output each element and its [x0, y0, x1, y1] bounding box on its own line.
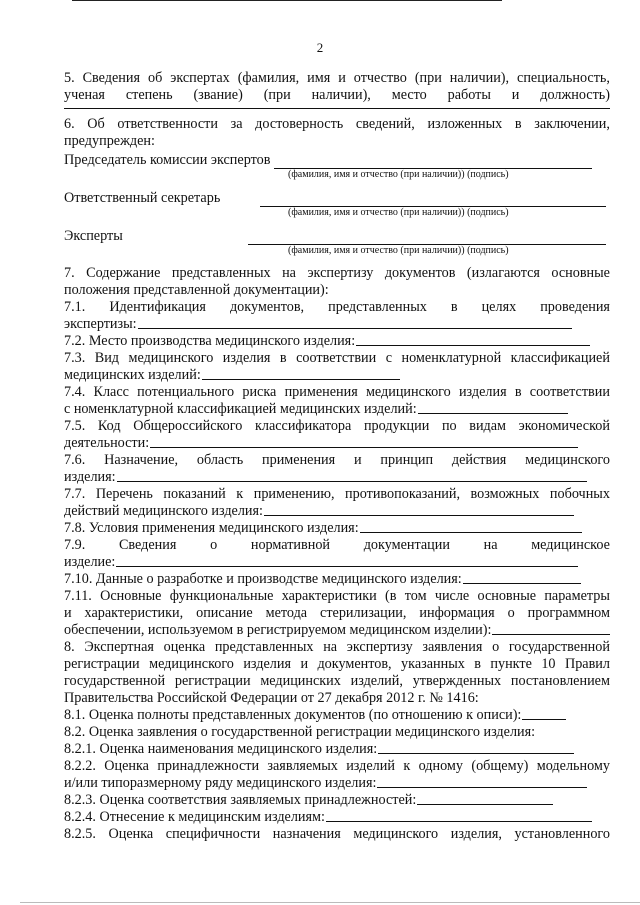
word: 7.9. — [64, 537, 86, 553]
word: программном — [527, 605, 610, 621]
item-8-2-1-blank[interactable] — [378, 741, 574, 754]
word: 8. — [64, 639, 75, 655]
word: государственной — [64, 673, 166, 689]
section6-line1 — [64, 116, 610, 133]
item-7-3-label: медицинских изделий: — [64, 367, 201, 383]
word: классификатора — [254, 418, 352, 434]
word: представленных — [328, 299, 427, 315]
word: побочных — [549, 486, 610, 502]
item-7-7-line2 — [64, 503, 610, 520]
item-7-1-blank[interactable] — [138, 316, 572, 329]
word: регистрации — [174, 673, 251, 689]
chairman-label: Председатель комиссии экспертов — [64, 152, 271, 168]
section6-line2: предупрежден: — [64, 133, 155, 149]
word: номенклатурной — [401, 350, 502, 366]
item-7-2-blank[interactable] — [356, 333, 590, 346]
word: должность) — [540, 87, 610, 103]
word: в — [514, 384, 522, 400]
word: 7. — [64, 265, 75, 281]
word: отчество — [353, 70, 407, 86]
word: степень — [125, 87, 173, 103]
word: и — [511, 87, 520, 103]
word: ученая — [64, 87, 105, 103]
word: за — [230, 116, 243, 132]
item-7-4-line2 — [64, 401, 610, 418]
item-7-9-blank[interactable] — [116, 554, 578, 567]
item-8-1-label: 8.1. Оценка полноты представленных документов (по отношению к описи): — [64, 707, 522, 723]
page-number: 2 — [316, 40, 324, 55]
item-7-11-label: обеспечении, используемом в регистрируемом медицинском изделии): — [64, 622, 492, 638]
word: медицинского — [149, 656, 234, 672]
word: изделий — [346, 758, 395, 774]
word: установленного — [514, 826, 610, 842]
word: представленных — [171, 265, 271, 281]
item-8-2-2-line2 — [64, 775, 610, 792]
secretary-label: Ответственный секретарь — [64, 190, 221, 206]
word: нормативной — [250, 537, 331, 553]
item-8-2-3-blank[interactable] — [417, 792, 553, 805]
word: применения — [284, 384, 358, 400]
word: медицинского — [128, 350, 214, 366]
word: Оценка — [108, 826, 154, 842]
word: 7.1. — [64, 299, 86, 315]
word: (при — [263, 87, 291, 103]
word: изделий, — [350, 673, 403, 689]
word: об — [147, 70, 163, 86]
word: Класс — [93, 384, 129, 400]
section7-intro-line2: положения представленной документации): — [64, 282, 329, 298]
word: изделия, — [450, 826, 502, 842]
document-body — [64, 70, 610, 843]
word: Сведения — [118, 537, 177, 553]
item-7-3-line2 — [64, 367, 610, 384]
item-7-5-blank[interactable] — [150, 435, 578, 448]
item-7-3-line1 — [64, 350, 610, 367]
chairman-row — [64, 150, 610, 169]
word: целях — [481, 299, 517, 315]
word: 7.6. — [64, 452, 86, 468]
item-8-1-blank[interactable] — [522, 707, 566, 720]
word: заявляемых — [267, 758, 338, 774]
word: Содержание — [86, 265, 161, 281]
word: 7.11. — [64, 588, 92, 604]
item-7-1-line1 — [64, 299, 610, 316]
item-7-7-blank[interactable] — [264, 503, 574, 516]
item-7-4-line1 — [64, 384, 610, 401]
word: экспертизу — [307, 265, 374, 281]
word: изделия — [243, 656, 291, 672]
section5-fill-line — [64, 108, 610, 109]
word: в — [279, 350, 287, 366]
item-8-2-1 — [64, 741, 610, 758]
word: 7.5. — [64, 418, 86, 434]
section8-line4: Правительства Российской Федерации от 27 декабря 2012 г. № 1416: — [64, 690, 479, 706]
item-7-5-label: деятельности: — [64, 435, 150, 451]
word: одному — [418, 758, 463, 774]
word: Вид — [94, 350, 120, 366]
word: 7.3. — [64, 350, 86, 366]
item-8-2: 8.2. Оценка заявления о государственной регистрации медицинского изделия: — [64, 724, 536, 740]
word: медицинского — [525, 452, 610, 468]
item-7-5-line2 — [64, 435, 610, 452]
word: достоверность — [255, 116, 344, 132]
word: медицинское — [531, 537, 610, 553]
word: экспертах — [170, 70, 230, 86]
word: документов, — [229, 299, 305, 315]
word: работы — [447, 87, 491, 103]
item-7-10-blank[interactable] — [463, 571, 581, 584]
word: 7.7. — [64, 486, 86, 502]
item-8-2-4 — [64, 809, 610, 826]
word: противопоказаний, — [345, 486, 461, 502]
word: наличии), — [311, 87, 371, 103]
word: том — [404, 588, 427, 604]
word: указанных — [401, 656, 465, 672]
word: наличии), — [449, 70, 510, 86]
section5-line2 — [64, 87, 610, 104]
item-8-2-3-label: 8.2.3. Оценка соответствия заявляемых принадлежностей: — [64, 792, 417, 808]
word: (общему) — [471, 758, 529, 774]
experts-caption: (фамилия, имя и отчество (при наличии)) (подпись) — [288, 245, 509, 256]
word: медицинских — [260, 673, 341, 689]
word: стерилизации, — [320, 605, 407, 621]
word: документов, — [317, 656, 392, 672]
item-8-2-2-blank[interactable] — [377, 775, 587, 788]
word: с — [385, 350, 393, 366]
item-7-6-line2 — [64, 469, 610, 486]
word: на — [483, 537, 498, 553]
item-7-1-label: экспертизы: — [64, 316, 137, 332]
word: место — [391, 87, 427, 103]
word: функциональные — [169, 588, 274, 604]
word: метода — [265, 605, 308, 621]
word: государственной — [508, 639, 610, 655]
word: заключении, — [534, 116, 610, 132]
word: и — [354, 452, 362, 468]
word: (при — [414, 70, 442, 86]
word: по — [441, 418, 457, 434]
item-8-2-4-label: 8.2.4. Отнесение к медицинским изделиям: — [64, 809, 325, 825]
word: на — [323, 639, 338, 655]
word: 8.2.2. — [64, 758, 96, 774]
word: Код — [97, 418, 121, 434]
word: Об — [87, 116, 105, 132]
word: характеристики, — [84, 605, 184, 621]
word: модельному — [536, 758, 610, 774]
item-7-11-line3 — [64, 622, 610, 639]
word: оценка — [163, 639, 206, 655]
word: Правил — [564, 656, 610, 672]
word: Сведения — [82, 70, 141, 86]
secretary-row — [64, 188, 610, 207]
word: и — [338, 70, 346, 86]
item-7-1-line2 — [64, 316, 610, 333]
word: (в — [385, 588, 397, 604]
item-7-4-label: с номенклатурной классификацией медицинских изделий: — [64, 401, 417, 417]
word: медицинского — [365, 384, 451, 400]
word: ответственности — [117, 116, 218, 132]
item-7-8-blank[interactable] — [360, 520, 582, 533]
word: документации — [363, 537, 450, 553]
word: имя — [307, 70, 331, 86]
section8-line1 — [64, 639, 610, 656]
item-8-2-2-line1 — [64, 758, 610, 775]
item-7-9-line1 — [64, 537, 610, 554]
item-7-6-label: изделия: — [64, 469, 116, 485]
word: изделия — [458, 384, 507, 400]
section7-intro-line1 — [64, 265, 610, 282]
item-7-9-label: изделие: — [64, 554, 116, 570]
word: к — [236, 486, 244, 502]
word: продукции — [363, 418, 430, 434]
word: числе — [434, 588, 470, 604]
word: изложенных — [427, 116, 503, 132]
word: утвержденных — [412, 673, 502, 689]
word: потенциального — [137, 384, 235, 400]
word: специфичности — [165, 826, 261, 842]
word: медицинского — [353, 826, 439, 842]
word: к — [403, 758, 411, 774]
word: 10 — [541, 656, 556, 672]
item-7-7-line1 — [64, 486, 610, 503]
item-7-8 — [64, 520, 610, 537]
word: соответствии — [529, 384, 610, 400]
word: возможных — [470, 486, 540, 502]
word: действия — [451, 452, 507, 468]
word: о — [492, 639, 500, 655]
word: в — [474, 656, 481, 672]
item-7-11-line2 — [64, 605, 610, 622]
word: принцип — [380, 452, 434, 468]
word: 8.2.5. — [64, 826, 96, 842]
word: сведений, — [355, 116, 415, 132]
word: область — [196, 452, 244, 468]
word: принадлежности — [157, 758, 260, 774]
word: видам — [469, 418, 507, 434]
word: Перечень — [95, 486, 153, 502]
word: пункте — [490, 656, 532, 672]
item-8-1 — [64, 707, 610, 724]
item-7-3-blank[interactable] — [202, 367, 400, 380]
experts-row — [64, 226, 610, 245]
word: 7.4. — [64, 384, 86, 400]
word: на — [282, 265, 296, 281]
word: Общероссийского — [133, 418, 243, 434]
word: проведения — [540, 299, 610, 315]
word: применения — [262, 452, 336, 468]
word: информация — [419, 605, 495, 621]
word: описание — [196, 605, 253, 621]
item-7-11-blank[interactable] — [492, 622, 610, 635]
word: (фамилия, — [237, 70, 300, 86]
item-7-11-line1 — [64, 588, 610, 605]
word: основные — [477, 588, 537, 604]
word: Основные — [100, 588, 162, 604]
word: постановлением — [510, 673, 610, 689]
word: применению, — [253, 486, 335, 502]
word: регистрации — [64, 656, 140, 672]
item-8-2-4-blank[interactable] — [326, 809, 592, 822]
word: назначения — [272, 826, 341, 842]
chairman-caption: (фамилия, имя и отчество (при наличии)) (подпись) — [288, 169, 509, 180]
word: соответствии — [296, 350, 377, 366]
section5-line1 — [64, 70, 610, 87]
word: Назначение, — [104, 452, 179, 468]
item-8-2-1-label: 8.2.1. Оценка наименования медицинского изделия: — [64, 741, 378, 757]
item-7-10 — [64, 571, 610, 588]
item-7-2 — [64, 333, 610, 350]
item-7-5-line1 — [64, 418, 610, 435]
item-7-6-blank[interactable] — [117, 469, 587, 482]
word: классификацией — [510, 350, 610, 366]
item-7-2-label: 7.2. Место производства медицинского изделия: — [64, 333, 356, 349]
word: основные — [551, 265, 610, 281]
word: в — [514, 116, 522, 132]
word: о — [210, 537, 218, 553]
experts-label: Эксперты — [64, 228, 123, 244]
word: 5. — [64, 70, 75, 86]
item-8-2-5-line1 — [64, 826, 610, 843]
word: 6. — [64, 116, 75, 132]
secretary-caption: (фамилия, имя и отчество (при наличии)) (подпись) — [288, 207, 509, 218]
item-7-6-line1 — [64, 452, 610, 469]
item-8-2-2-label: и/или типоразмерному ряду медицинского изделия: — [64, 775, 377, 791]
item-7-10-label: 7.10. Данные о разработке и производстве медицинского изделия: — [64, 571, 462, 587]
word: о — [507, 605, 515, 621]
word: Идентификация — [109, 299, 206, 315]
top-border-line — [72, 0, 502, 1]
word: и — [64, 605, 72, 621]
section8-line2 — [64, 656, 610, 673]
word: (излагаются — [466, 265, 540, 281]
word: экономической — [518, 418, 610, 434]
word: заявления — [422, 639, 483, 655]
word: показаний — [163, 486, 226, 502]
item-8-2-3 — [64, 792, 610, 809]
word: Оценка — [104, 758, 149, 774]
item-7-7-label: действий медицинского изделия: — [64, 503, 263, 519]
section8-line3 — [64, 673, 610, 690]
word: изделия — [222, 350, 271, 366]
word: представленных — [214, 639, 314, 655]
item-7-4-blank[interactable] — [418, 401, 568, 414]
item-7-9-line2 — [64, 554, 610, 571]
word: и — [300, 656, 309, 672]
word: параметры — [544, 588, 610, 604]
word: риска — [242, 384, 277, 400]
word: Экспертная — [84, 639, 154, 655]
item-7-8-label: 7.8. Условия применения медицинского изделия: — [64, 520, 359, 536]
word: (звание) — [193, 87, 243, 103]
bottom-edge-line — [20, 902, 640, 903]
word: документов — [384, 265, 456, 281]
word: экспертизу — [346, 639, 413, 655]
word: в — [450, 299, 458, 315]
word: специальность, — [517, 70, 610, 86]
word: характеристики — [281, 588, 377, 604]
